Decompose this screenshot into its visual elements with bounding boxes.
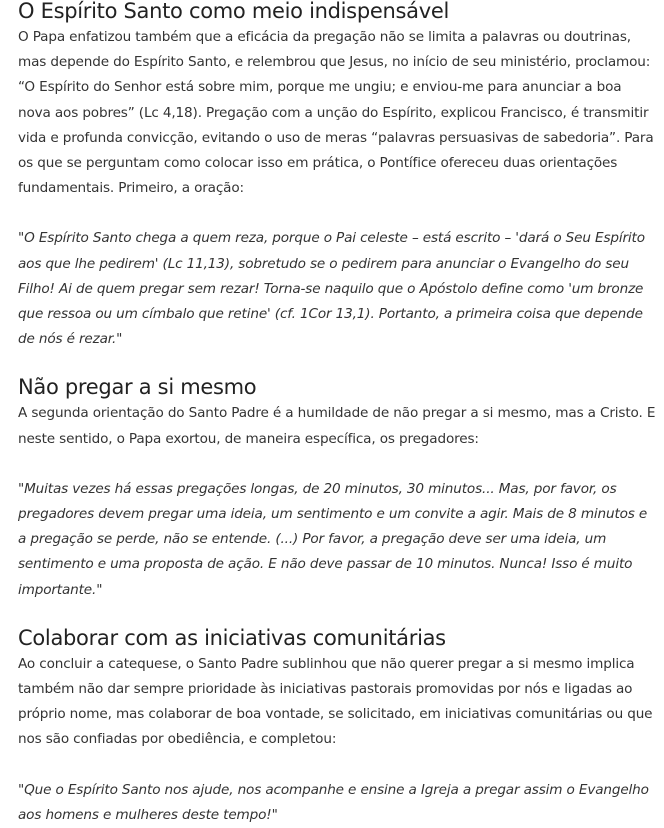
section-nao-pregar [18, 374, 656, 602]
section-paragraph: A segunda orientação do Santo Padre é a humildade de não pregar a si mesmo, mas a Cristo. E neste sentido, o Papa exortou, de maneira específica, os pregadores: [18, 405, 656, 447]
paragraph-spacer [18, 452, 656, 477]
section-heading: O Espírito Santo como meio indispensável [18, 0, 449, 23]
section-heading: Colaborar com as iniciativas comunitárias [18, 625, 446, 650]
paragraph-spacer [18, 201, 656, 226]
section-paragraph: O Papa enfatizou também que a eficácia da pregação não se limita a palavras ou doutrinas, mas depende do Espírito Santo, e relembrou que Jesus, no início de seu ministério, proclamou: “O Espírito do Senhor está sobre mim, porque me ungiu; e enviou-me para anunciar a boa nova aos pobres” (Lc 4,18). Pregação com a unção do Espírito, explicou Francisco, é transmitir vida e profunda convicção, evitando o uso de meras “palavras persuasivas de sabedoria”. Para os que se perguntam como colocar isso em prática, o Pontífice ofereceu duas orientações fundamentais. Primeiro, a oração: [18, 29, 654, 197]
section-paragraph: Ao concluir a catequese, o Santo Padre sublinhou que não querer pregar a si mesmo implica também não dar sempre prioridade às iniciativas pastorais promovidas por nós e ligadas ao próprio nome, mas colaborar de boa vontade, se solicitado, em iniciativas comunitárias ou que nos são confiadas por obediência, e completou: [18, 655, 653, 748]
section-quote: "O Espírito Santo chega a quem reza, porque o Pai celeste – está escrito – 'dará o Seu Espírito aos que lhe pedirem' (Lc 11,13), sobretudo se o pedirem para anunciar o Evangelho do seu Filho! Ai de quem pregar sem rezar! Torna-se naquilo que o Apóstolo define como 'um bronze que ressoa ou um címbalo que retine' (cf. 1Cor 13,1). Portanto, a primeira coisa que depende de nós é rezar." [18, 230, 645, 348]
section-heading: Não pregar a si mesmo [18, 375, 257, 400]
section-colaborar [18, 625, 656, 828]
section-quote: "Que o Espírito Santo nos ajude, nos acompanhe e ensine a Igreja a pregar assim o Evangelho aos homens e mulheres deste tempo!" [18, 781, 649, 823]
paragraph-spacer [18, 753, 656, 778]
section-quote: "Muitas vezes há essas pregações longas, de 20 minutos, 30 minutos... Mas, por favor, os pregadores devem pregar uma ideia, um sentimento e um convite a agir. Mais de 8 minutos e a pregação se perde, não se entende. (...) Por favor, a pregação deve ser uma ideia, um sentimento e uma proposta de ação. E não deve passar de 10 minutos. Nunca! Isso é muito importante." [18, 480, 648, 598]
section-espirito-santo [18, 0, 656, 352]
